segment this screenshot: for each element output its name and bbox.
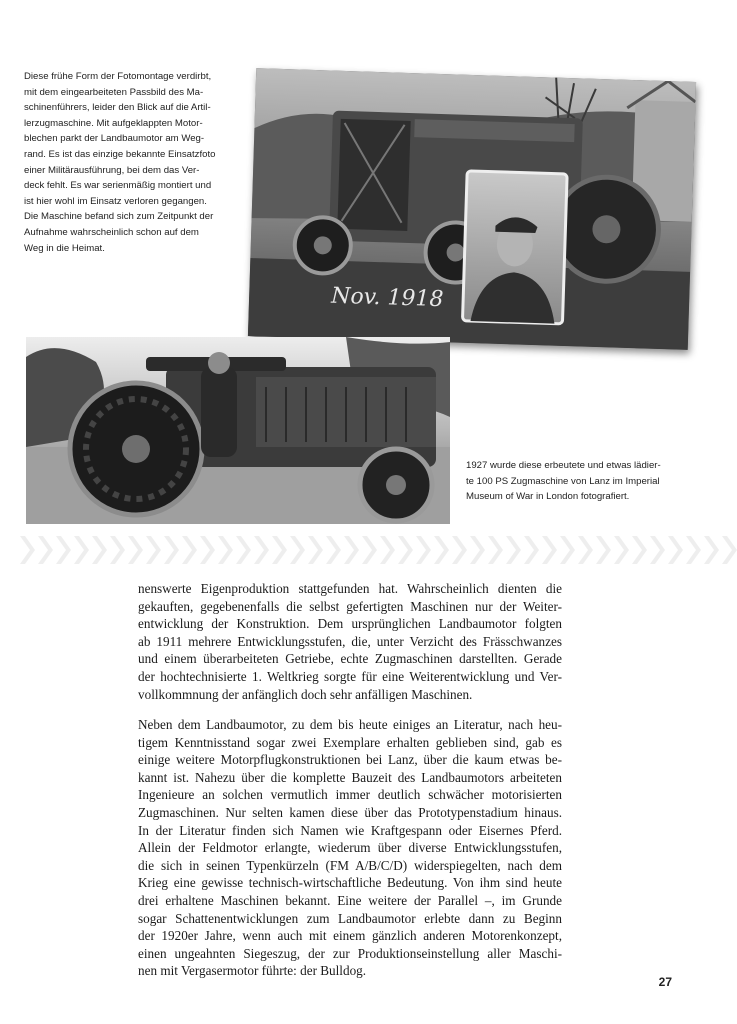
photo-lanz-museum (26, 337, 450, 524)
text-line: der hochtechnisierte 1. Weltkrieg sorgte für eine Weiterentwicklung und Ver- (138, 668, 562, 684)
tread-mark (560, 536, 575, 564)
tread-mark (416, 536, 431, 564)
tread-mark (434, 536, 449, 564)
text-line: ab 1911 mehrere Entwicklungsstufen, die, unter Verzicht des Frässchwanzes (138, 633, 562, 649)
tread-mark (218, 536, 233, 564)
photo-tractor-1918 (248, 68, 696, 350)
text-line: rand. Es ist das einzige bekannte Einsatzfoto (24, 148, 216, 160)
photo-1-image (248, 68, 696, 350)
text-line: entwicklung der Konstruktion. Dem ursprünglichen Landbaumotor folgten (138, 616, 562, 632)
tread-mark (542, 536, 557, 564)
tread-mark (668, 536, 683, 564)
photo-inscription: Nov. 1918 (330, 283, 444, 313)
text-line: nen mit Vergasermotor führte: der Bulldog. (138, 963, 367, 979)
text-line: schinenführers, leider den Blick auf die Artil- (24, 102, 211, 114)
tread-mark (92, 536, 107, 564)
tread-decoration (0, 528, 737, 572)
tread-mark (650, 536, 665, 564)
caption-top-photo (24, 69, 234, 256)
page-number: 27 (658, 975, 672, 989)
inset-portrait (462, 171, 567, 324)
tread-mark (272, 536, 287, 564)
tread-mark (632, 536, 647, 564)
tread-mark (164, 536, 179, 564)
text-line: lerzugmaschine. Mit aufgeklappten Motor- (24, 117, 203, 129)
tread-mark (56, 536, 71, 564)
text-line: Ingenieure an solchen vermutlich immer deutlich schwächer motorisierten (138, 787, 562, 803)
tread-mark (470, 536, 485, 564)
tread-mark (254, 536, 269, 564)
text-line: te 100 PS Zugmaschine von Lanz im Imperial (466, 475, 660, 487)
tread-mark (20, 536, 35, 564)
tread-mark (596, 536, 611, 564)
caption-bottom-photo (466, 458, 706, 505)
text-line: die sich in seinen Typenkürzeln (FM A/B/C/D) widerspiegelten, nach dem (138, 857, 562, 873)
tread-mark (614, 536, 629, 564)
text-line: Die Maschine befand sich zum Zeitpunkt der (24, 211, 214, 223)
tread-mark (74, 536, 89, 564)
tread-mark (326, 536, 341, 564)
tread-mark (38, 536, 53, 564)
photo-2-image (26, 337, 450, 524)
tread-mark (506, 536, 521, 564)
tread-mark (452, 536, 467, 564)
text-line: gekauften, gegebenenfalls die selbst gefertigten Maschinen nur der Weiter- (138, 598, 562, 614)
text-line: einer Militärausführung, bei dem das Ver- (24, 164, 200, 176)
tread-mark (344, 536, 359, 564)
tread-mark (362, 536, 377, 564)
text-line: Weg in die Heimat. (24, 242, 105, 254)
tread-mark (524, 536, 539, 564)
text-line: tigem Kenntnisstand sogar zwei Exemplare erhalten geblieben sind, gab es (138, 734, 562, 750)
tread-mark (722, 536, 737, 564)
tread-mark (308, 536, 323, 564)
tread-mark (200, 536, 215, 564)
tread-mark (686, 536, 701, 564)
text-line: In der Literatur finden sich Namen wie Kraftgespann oder Eisernes Pferd. (138, 822, 562, 838)
tread-mark (290, 536, 305, 564)
tread-mark (128, 536, 143, 564)
text-line: mit dem eingearbeiteten Passbild des Ma- (24, 86, 204, 98)
text-line: deck fehlt. Es war serienmäßig montiert und (24, 180, 212, 192)
text-line: nenswerte Eigenproduktion stattgefunden hat. Wahrscheinlich dienten die (138, 581, 562, 596)
tread-mark (182, 536, 197, 564)
text-line: Allein der Feldmotor erlangte, wiederum über diverse Entwicklungsstufen, (138, 840, 562, 856)
tread-mark (578, 536, 593, 564)
tread-mark (380, 536, 395, 564)
text-line: sogar Schattenentwicklungen zum Landbaumotor erlebte dann zu Beginn (138, 910, 562, 926)
tread-mark (236, 536, 251, 564)
text-line: drei erhaltene Maschinen bekannt. Eine weitere der Parallel –, im Grunde (138, 892, 562, 908)
text-line: und einem überarbeiteten Getriebe, echte Zugmaschinen darstellten. Gerade (138, 651, 562, 667)
tread-mark (110, 536, 125, 564)
text-line: kannt ist. Nahezu über die komplette Bauzeit des Landbaumotors arbeiteten (138, 769, 562, 785)
text-line: Krieg eine gewisse technisch-wirtschaftliche Bedeutung. Von ihm sind heute (138, 875, 562, 891)
tread-mark (398, 536, 413, 564)
text-line: blechen parkt der Landbaumotor am Weg- (24, 133, 205, 145)
text-line: der 1920er Jahre, wenn auch mit einem gänzlich anderen Motorenkonzept, (138, 928, 562, 944)
body-paragraph-1 (138, 580, 562, 703)
text-line: Museum of War in London fotografiert. (466, 491, 630, 503)
text-line: Aufnahme wahrscheinlich schon auf dem (24, 226, 199, 238)
text-line: vollkommnung der anfänglich doch sehr anfälligen Maschinen. (138, 686, 473, 702)
text-line: Neben dem Landbaumotor, zu dem bis heute einiges an Literatur, nach heu- (138, 717, 562, 732)
text-line: Zugmaschinen. Nur selten kamen diese über das Prototypenstadium hinaus. (138, 804, 562, 820)
tread-mark (488, 536, 503, 564)
text-line: 1927 wurde diese erbeutete und etwas lädier- (466, 460, 661, 471)
text-line: ist hier wohl im Einsatz verloren gegangen. (24, 195, 207, 207)
text-line: einen ungeahnten Siegeszug, der zur Produktionseinstellung aller Maschi- (138, 945, 562, 961)
text-line: einige weitere Motorpflugkonstruktionen bei Lanz, über die kaum etwas be- (138, 752, 562, 768)
text-line: Diese frühe Form der Fotomontage verdirbt, (24, 71, 212, 82)
tread-mark (704, 536, 719, 564)
tread-mark (146, 536, 161, 564)
body-paragraph-2 (138, 716, 562, 980)
